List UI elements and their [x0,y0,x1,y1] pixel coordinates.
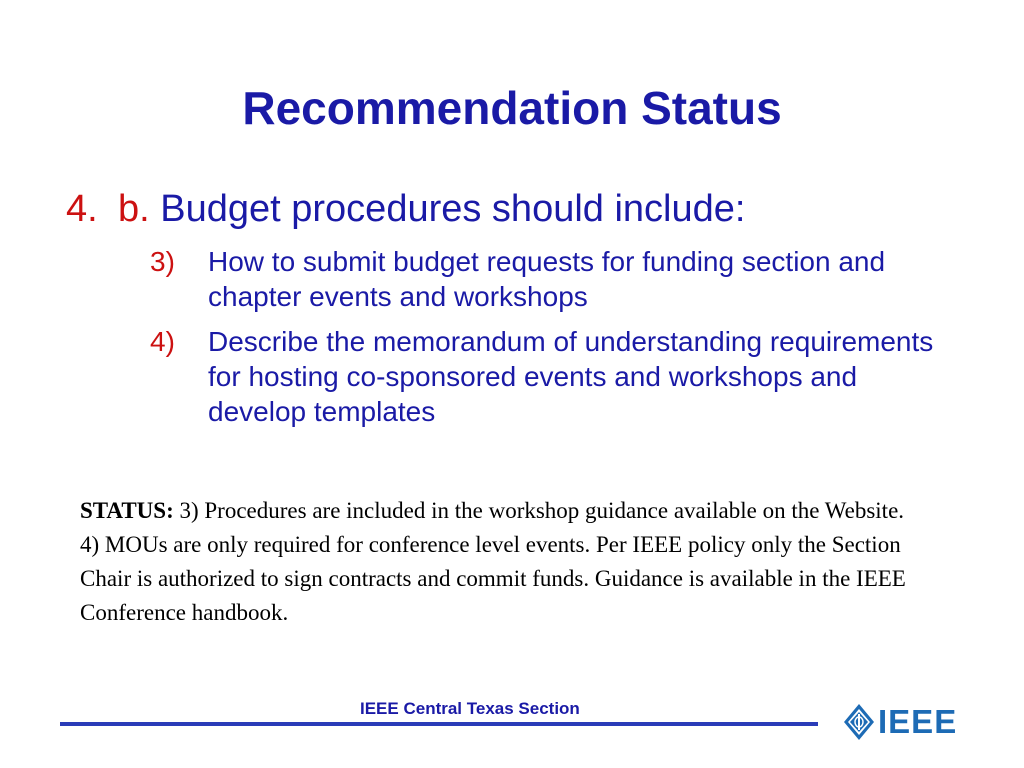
slide-title: Recommendation Status [242,82,782,134]
ieee-logo-text: IEEE [878,703,958,740]
main-item-text: Budget procedures should include: [160,188,746,230]
status-label: STATUS: [80,498,174,523]
status-line-2: 4) MOUs are only required for conference level events. Per IEEE policy only the Section Chair is authorized to sign contracts and commit funds. Guidance is available in the IEEE Conference handbook. [80,532,906,625]
sub-item-text: Describe the memorandum of understanding requirements for hosting co-sponsored events and workshops and develop templates [208,326,934,427]
footer-divider [60,722,818,726]
ieee-diamond-icon [842,702,876,742]
main-list-item [66,186,986,232]
main-item-letter: b. [118,188,150,230]
sub-item-text: How to submit budget requests for funding section and chapter events and workshops [208,246,886,312]
status-note [80,494,940,630]
sub-item-number: 3) [150,246,175,277]
sub-item-number: 4) [150,326,175,357]
main-item-number: 4. [66,188,98,230]
footer-text: IEEE Central Texas Section [360,699,580,718]
status-text-1: 3) Procedures are included in the workshop guidance available on the Website. [179,498,905,523]
ieee-logo [842,702,962,742]
status-line-1 [80,494,940,528]
